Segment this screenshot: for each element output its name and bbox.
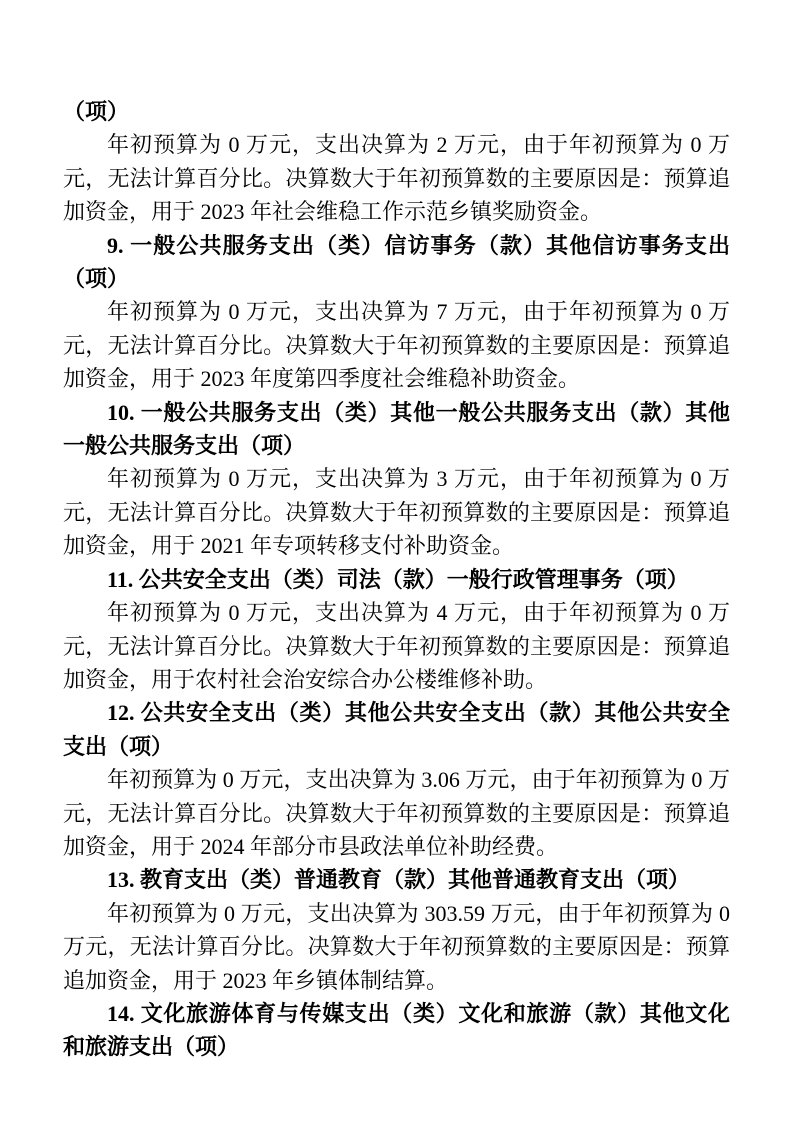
section-heading-14: 14. 文化旅游体育与传媒支出（类）文化和旅游（款）其他文化和旅游支出（项） xyxy=(63,1000,730,1060)
section-heading-continued: （项） xyxy=(63,99,130,124)
section-body: 年初预算为 0 万元，支出决算为 2 万元，由于年初预算为 0 万元，无法计算百分比。决算数大于年初预算数的主要原因是：预算追加资金，用于 2023 年社会维稳工作示范乡镇奖励资金。 xyxy=(63,132,730,225)
section-heading-9: 9. 一般公共服务支出（类）信访事务（款）其他信访事务支出（项） xyxy=(63,232,730,292)
section-heading-11: 11. 公共安全支出（类）司法（款）一般行政管理事务（项） xyxy=(107,566,689,592)
section-heading-10: 10. 一般公共服务支出（类）其他一般公共服务支出（款）其他一般公共服务支出（项） xyxy=(63,399,730,459)
section-body: 年初预算为 0 万元，支出决算为 7 万元，由于年初预算为 0 万元，无法计算百分比。决算数大于年初预算数的主要原因是：预算追加资金，用于 2023 年度第四季度社会维稳补助资金。 xyxy=(63,299,730,392)
document-content xyxy=(63,95,730,1064)
section-body: 年初预算为 0 万元，支出决算为 3.06 万元，由于年初预算为 0 万元，无法计算百分比。决算数大于年初预算数的主要原因是：预算追加资金，用于 2024 年部分市县政法单位补助经费。 xyxy=(63,767,730,859)
section-body: 年初预算为 0 万元，支出决算为 303.59 万元，由于年初预算为 0 万元，无法计算百分比。决算数大于年初预算数的主要原因是：预算追加资金，用于 2023 年乡镇体制结算。 xyxy=(63,900,730,993)
section-body: 年初预算为 0 万元，支出决算为 3 万元，由于年初预算为 0 万元，无法计算百分比。决算数大于年初预算数的主要原因是：预算追加资金，用于 2021 年专项转移支付补助资金。 xyxy=(63,466,730,559)
section-heading-13: 13. 教育支出（类）普通教育（款）其他普通教育支出（项） xyxy=(107,867,691,893)
section-body: 年初预算为 0 万元，支出决算为 4 万元，由于年初预算为 0 万元，无法计算百分比。决算数大于年初预算数的主要原因是：预算追加资金，用于农村社会治安综合办公楼维修补助。 xyxy=(63,600,730,692)
section-heading-12: 12. 公共安全支出（类）其他公共安全支出（款）其他公共安全支出（项） xyxy=(63,700,730,759)
